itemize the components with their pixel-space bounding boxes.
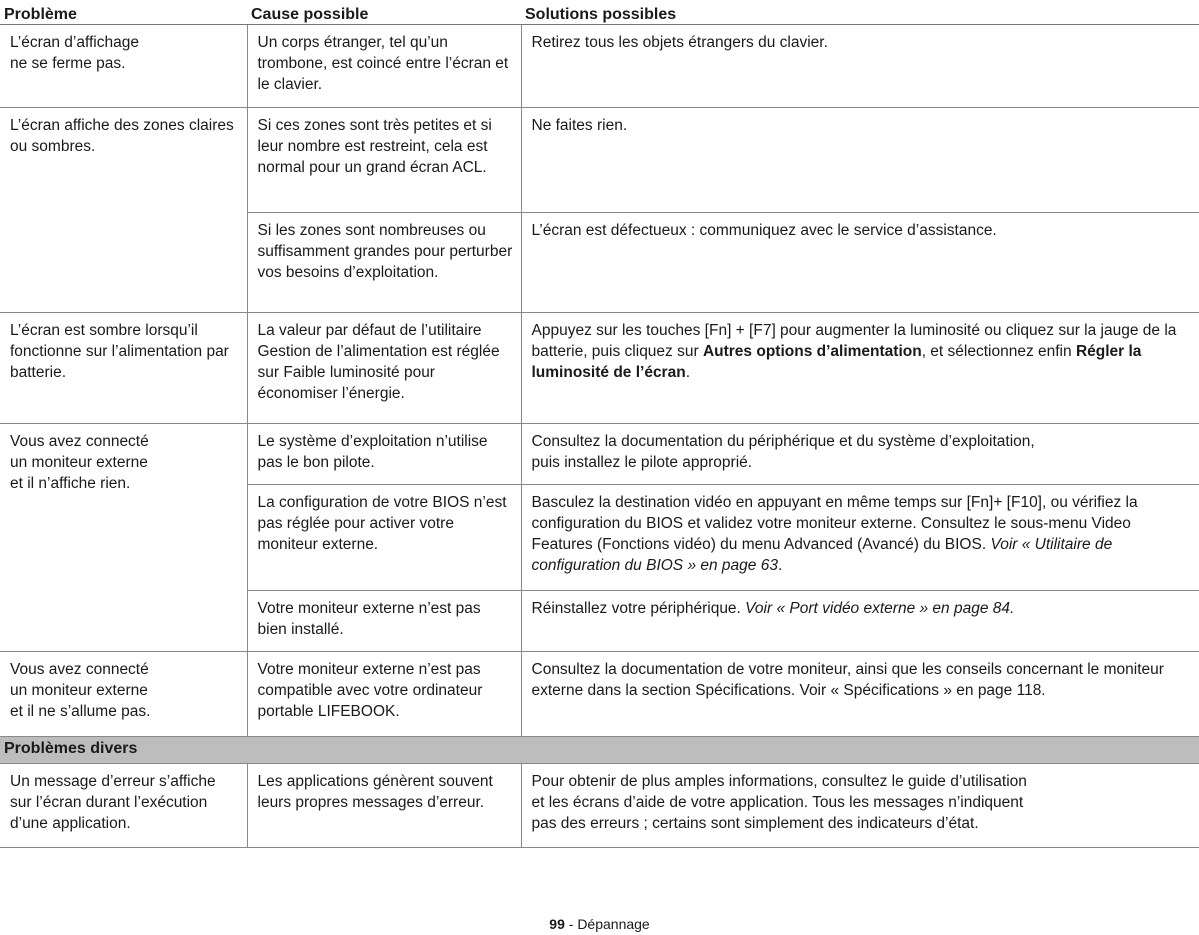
problem-cell: Vous avez connecté un moniteur externe et il n’affiche rien.	[0, 424, 247, 652]
problem-cell: L’écran est sombre lorsqu’il fonctionne sur l’alimentation par batterie.	[0, 313, 247, 424]
italic-reference: Voir « Utilitaire de configuration du BIOS » en page 63	[531, 536, 1113, 574]
cause-cell: Les applications génèrent souvent leurs propres messages d’erreur.	[247, 764, 521, 848]
table-header	[0, 0, 1199, 25]
section-title: Problèmes divers	[0, 737, 1199, 764]
header-solutions: Solutions possibles	[521, 0, 1199, 25]
solution-cell: Ne faites rien.	[521, 108, 1199, 213]
cause-cell: Le système d’exploitation n’utilise pas le bon pilote.	[247, 424, 521, 485]
cause-cell: La valeur par défaut de l’utilitaire Gestion de l’alimentation est réglée sur Faible luminosité pour économiser l’énergie.	[247, 313, 521, 424]
table-row	[0, 313, 1199, 424]
table-row	[0, 108, 1199, 213]
table-row	[0, 764, 1199, 848]
page-number: 99	[549, 916, 565, 932]
cause-cell: Un corps étranger, tel qu’un trombone, est coincé entre l’écran et le clavier.	[247, 25, 521, 108]
solution-cell: Consultez la documentation du périphérique et du système d’exploitation, puis installez le pilote approprié.	[521, 424, 1199, 485]
cause-cell: Si les zones sont nombreuses ou suffisamment grandes pour perturber vos besoins d’exploitation.	[247, 213, 521, 313]
solution-cell: Réinstallez votre périphérique. Voir « Port vidéo externe » en page 84.	[521, 591, 1199, 652]
cause-cell: La configuration de votre BIOS n’est pas réglée pour activer votre moniteur externe.	[247, 485, 521, 591]
header-cause: Cause possible	[247, 0, 521, 25]
solution-cell: Pour obtenir de plus amples informations, consultez le guide d’utilisation et les écrans d’aide de votre application. Tous les messages n’indiquent pas des erreurs ; certains sont simplement des indicateurs d’état.	[521, 764, 1199, 848]
cause-cell: Si ces zones sont très petites et si leur nombre est restreint, cela est normal pour un grand écran ACL.	[247, 108, 521, 213]
bold-option-brightness: Régler la luminosité de l’écran	[531, 343, 1142, 381]
page-footer: 99 - Dépannage	[549, 916, 650, 932]
solution-cell: L’écran est défectueux : communiquez avec le service d’assistance.	[521, 213, 1199, 313]
solution-cell: Retirez tous les objets étrangers du clavier.	[521, 25, 1199, 108]
problem-cell: L’écran affiche des zones claires ou sombres.	[0, 108, 247, 313]
solution-cell: Consultez la documentation de votre moniteur, ainsi que les conseils concernant le moniteur externe dans la section Spécifications. Voir « Spécifications » en page 118.	[521, 652, 1199, 737]
problem-cell: Un message d’erreur s’affiche sur l’écran durant l’exécution d’une application.	[0, 764, 247, 848]
solution-cell: Appuyez sur les touches [Fn] + [F7] pour augmenter la luminosité ou cliquez sur la jauge de la batterie, puis cliquez sur Autres options d’alimentation, et sélectionnez enfin Régler la luminosité de l’écran.	[521, 313, 1199, 424]
table-row	[0, 424, 1199, 485]
problem-cell: Vous avez connecté un moniteur externe et il ne s’allume pas.	[0, 652, 247, 737]
table-row	[0, 652, 1199, 737]
section-header	[0, 737, 1199, 764]
table-row	[0, 25, 1199, 108]
italic-reference: Voir « Port vidéo externe » en page 84.	[745, 600, 1015, 617]
problem-cell: L’écran d’affichage ne se ferme pas.	[0, 25, 247, 108]
footer-section: Dépannage	[577, 916, 650, 932]
cause-cell: Votre moniteur externe n’est pas bien installé.	[247, 591, 521, 652]
cause-cell: Votre moniteur externe n’est pas compatible avec votre ordinateur portable LIFEBOOK.	[247, 652, 521, 737]
solution-cell: Basculez la destination vidéo en appuyant en même temps sur [Fn]+ [F10], ou vérifiez la configuration du BIOS et validez votre moniteur externe. Consultez le sous-menu Video Features (Fonctions vidéo) du menu Advanced (Avancé) du BIOS. Voir « Utilitaire de configuration du BIOS » en page 63.	[521, 485, 1199, 591]
bold-option-power: Autres options d’alimentation	[702, 343, 922, 360]
header-problem: Problème	[0, 0, 247, 25]
